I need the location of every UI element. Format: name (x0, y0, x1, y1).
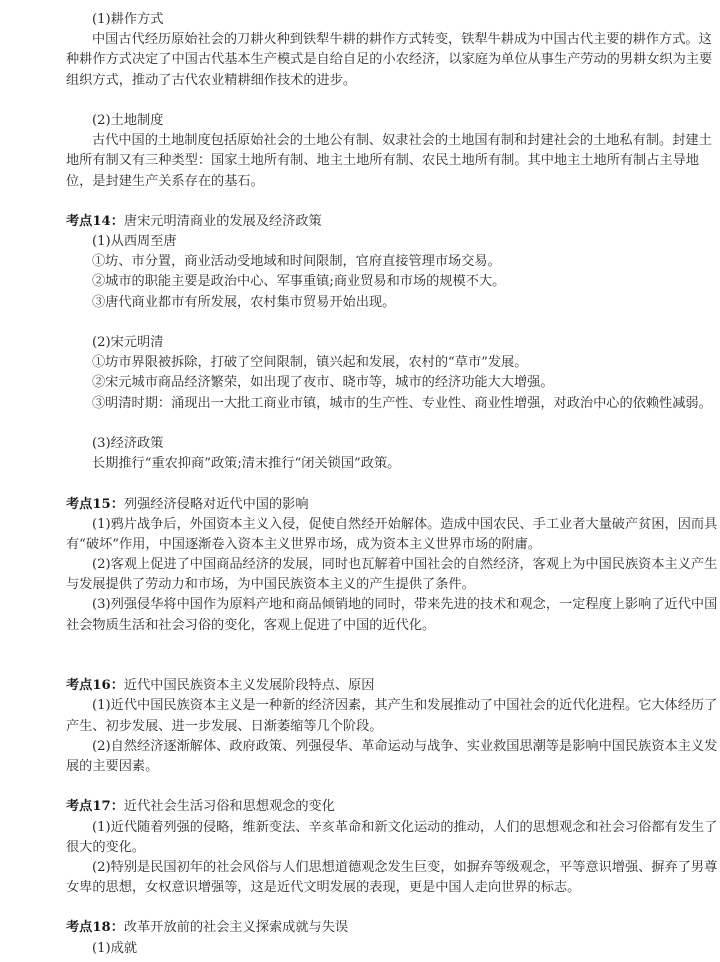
subheading-line: (1)从西周至唐 (92, 234, 177, 250)
paragraph-line: 很大的变化。 (66, 839, 146, 855)
subheading-line: (2)土地制度 (92, 112, 164, 128)
section-heading (66, 797, 660, 817)
subheading-line: ②城市的职能主要是政治中心、军事重镇;商业贸易和市场的规模不大。 (92, 274, 506, 290)
subheading-line: (1)成就 (92, 940, 138, 956)
section-title: 唐宋元明清商业的发展及经济政策 (123, 213, 322, 229)
paragraph-line: (3)列强侵华将中国作为原料产地和商品倾销地的同时，带来先进的技术和观念，一定程度上影响了近代中国 (92, 597, 718, 613)
blank-line (66, 313, 660, 333)
paragraph-line: 中国古代经历原始社会的刀耕火种到铁犁牛耕的耕作方式转变，铁犁牛耕成为中国古代主要的耕作方式。这 (92, 32, 712, 48)
paragraph-line: 与发展提供了劳动力和市场，为中国民族资本主义的产生提供了条件。 (66, 577, 475, 593)
blank-line (66, 636, 660, 656)
subheading-line: (1)耕作方式 (92, 12, 164, 27)
paragraph-line: 产生、初步发展、进一步发展、日渐萎缩等几个阶段。 (66, 718, 383, 734)
section-heading (66, 495, 660, 515)
subheading-line: ③明清时期：涌现出一大批工商业市镇，城市的生产性、专业性、商业性增强，对政治中心的依赖性减弱。 (92, 395, 712, 411)
paragraph-line: 有“破坏”作用，中国逐渐卷入资本主义世界市场，成为资本主义世界市场的附庸。 (66, 536, 542, 552)
paragraph-line: 地所有制又有三种类型：国家土地所有制、地主土地所有制、农民土地所有制。其中地主土地所有制占主导地 (66, 153, 699, 169)
section-title: 近代社会生活习俗和思想观念的变化 (123, 799, 335, 815)
subheading-line: (3)经济政策 (92, 435, 164, 451)
paragraph-line: (2)自然经济逐渐解体、政府政策、列强侵华、革命运动与战争、实业救国思潮等是影响中国民族资本主义发 (92, 738, 718, 754)
section-heading (66, 676, 660, 696)
subheading-line: ②宋元城市商品经济繁荣，如出现了夜市、晓市等，城市的经济功能大大增强。 (92, 375, 554, 391)
paragraph-line: 组织方式，推动了古代农业精耕细作技术的进步。 (66, 72, 357, 88)
blank-line (66, 898, 660, 918)
paragraph-line: 古代中国的土地制度包括原始社会的土地公有制、奴隶社会的土地国有制和封建社会的土地私有制。封建土 (92, 133, 712, 149)
section-label: 考点15： (66, 496, 124, 512)
subheading-line: ①坊市界限被拆除，打破了空间限制，镇兴起和发展，农村的“草市”发展。 (92, 355, 528, 371)
paragraph-line: 种耕作方式决定了中国古代基本生产模式是自给自足的小农经济，以家庭为单位从事生产劳动的男耕女织为主要 (66, 52, 713, 68)
subheading-line: ③唐代商业都市有所发展，农村集市贸易开始出现。 (92, 294, 396, 310)
paragraph-line: (1)近代中国民族资本主义是一种新的经济因素，其产生和发展推动了中国社会的近代化进程。它大体经历了 (92, 698, 718, 714)
section-title: 列强经济侵略对近代中国的影响 (123, 496, 309, 512)
section-heading (66, 212, 660, 232)
paragraph-line: 展的主要因素。 (66, 758, 159, 774)
paragraph-line: 社会物质生活和社会习俗的变化，客观上促进了中国的近代化。 (66, 617, 436, 633)
blank-line (66, 777, 660, 797)
subheading-line: (2)宋元明清 (92, 335, 164, 350)
paragraph-line: 女卑的思想，女权意识增强等，这是近代文明发展的表现，更是中国人走向世界的标志。 (66, 880, 581, 896)
paragraph-line: (1)鸦片战争后，外国资本主义入侵，促使自然经开始解体。造成中国农民、手工业者大量破产贫困，因而具 (92, 516, 718, 532)
section-label: 考点17： (66, 799, 124, 815)
subheading-line: ①坊、市分置，商业活动受地域和时间限制，官府直接管理市场交易。 (92, 254, 501, 270)
section-heading (66, 918, 660, 938)
paragraph-line: (1)近代随着列强的侵略，维新变法、辛亥革命和新文化运动的推动，人们的思想观念和社会习俗都有发生了 (92, 819, 718, 835)
section-label: 考点18： (66, 920, 124, 936)
blank-line (66, 192, 660, 212)
blank-line (66, 91, 660, 111)
blank-line (66, 656, 660, 676)
section-label: 考点14： (66, 213, 124, 229)
paragraph-line: 位，是封建生产关系存在的基石。 (66, 173, 264, 189)
section-label: 考点16： (66, 678, 124, 694)
section-title: 近代中国民族资本主义发展阶段特点、原因 (123, 678, 375, 694)
paragraph-line: (2)特别是民国初年的社会风俗与人们思想道德观念发生巨变，如摒弃等级观念，平等意识增强、摒弃了男尊 (92, 859, 718, 875)
blank-line (66, 474, 660, 494)
blank-line (66, 414, 660, 434)
subheading-line: 长期推行“重农抑商”政策;清末推行“闭关锁国”政策。 (92, 456, 401, 472)
section-title: 改革开放前的社会主义探索成就与失误 (123, 920, 349, 936)
paragraph-line: (2)客观上促进了中国商品经济的发展，同时也瓦解着中国社会的自然经济，客观上为中国民族资本主义产生 (92, 557, 718, 573)
document-page (66, 10, 718, 959)
